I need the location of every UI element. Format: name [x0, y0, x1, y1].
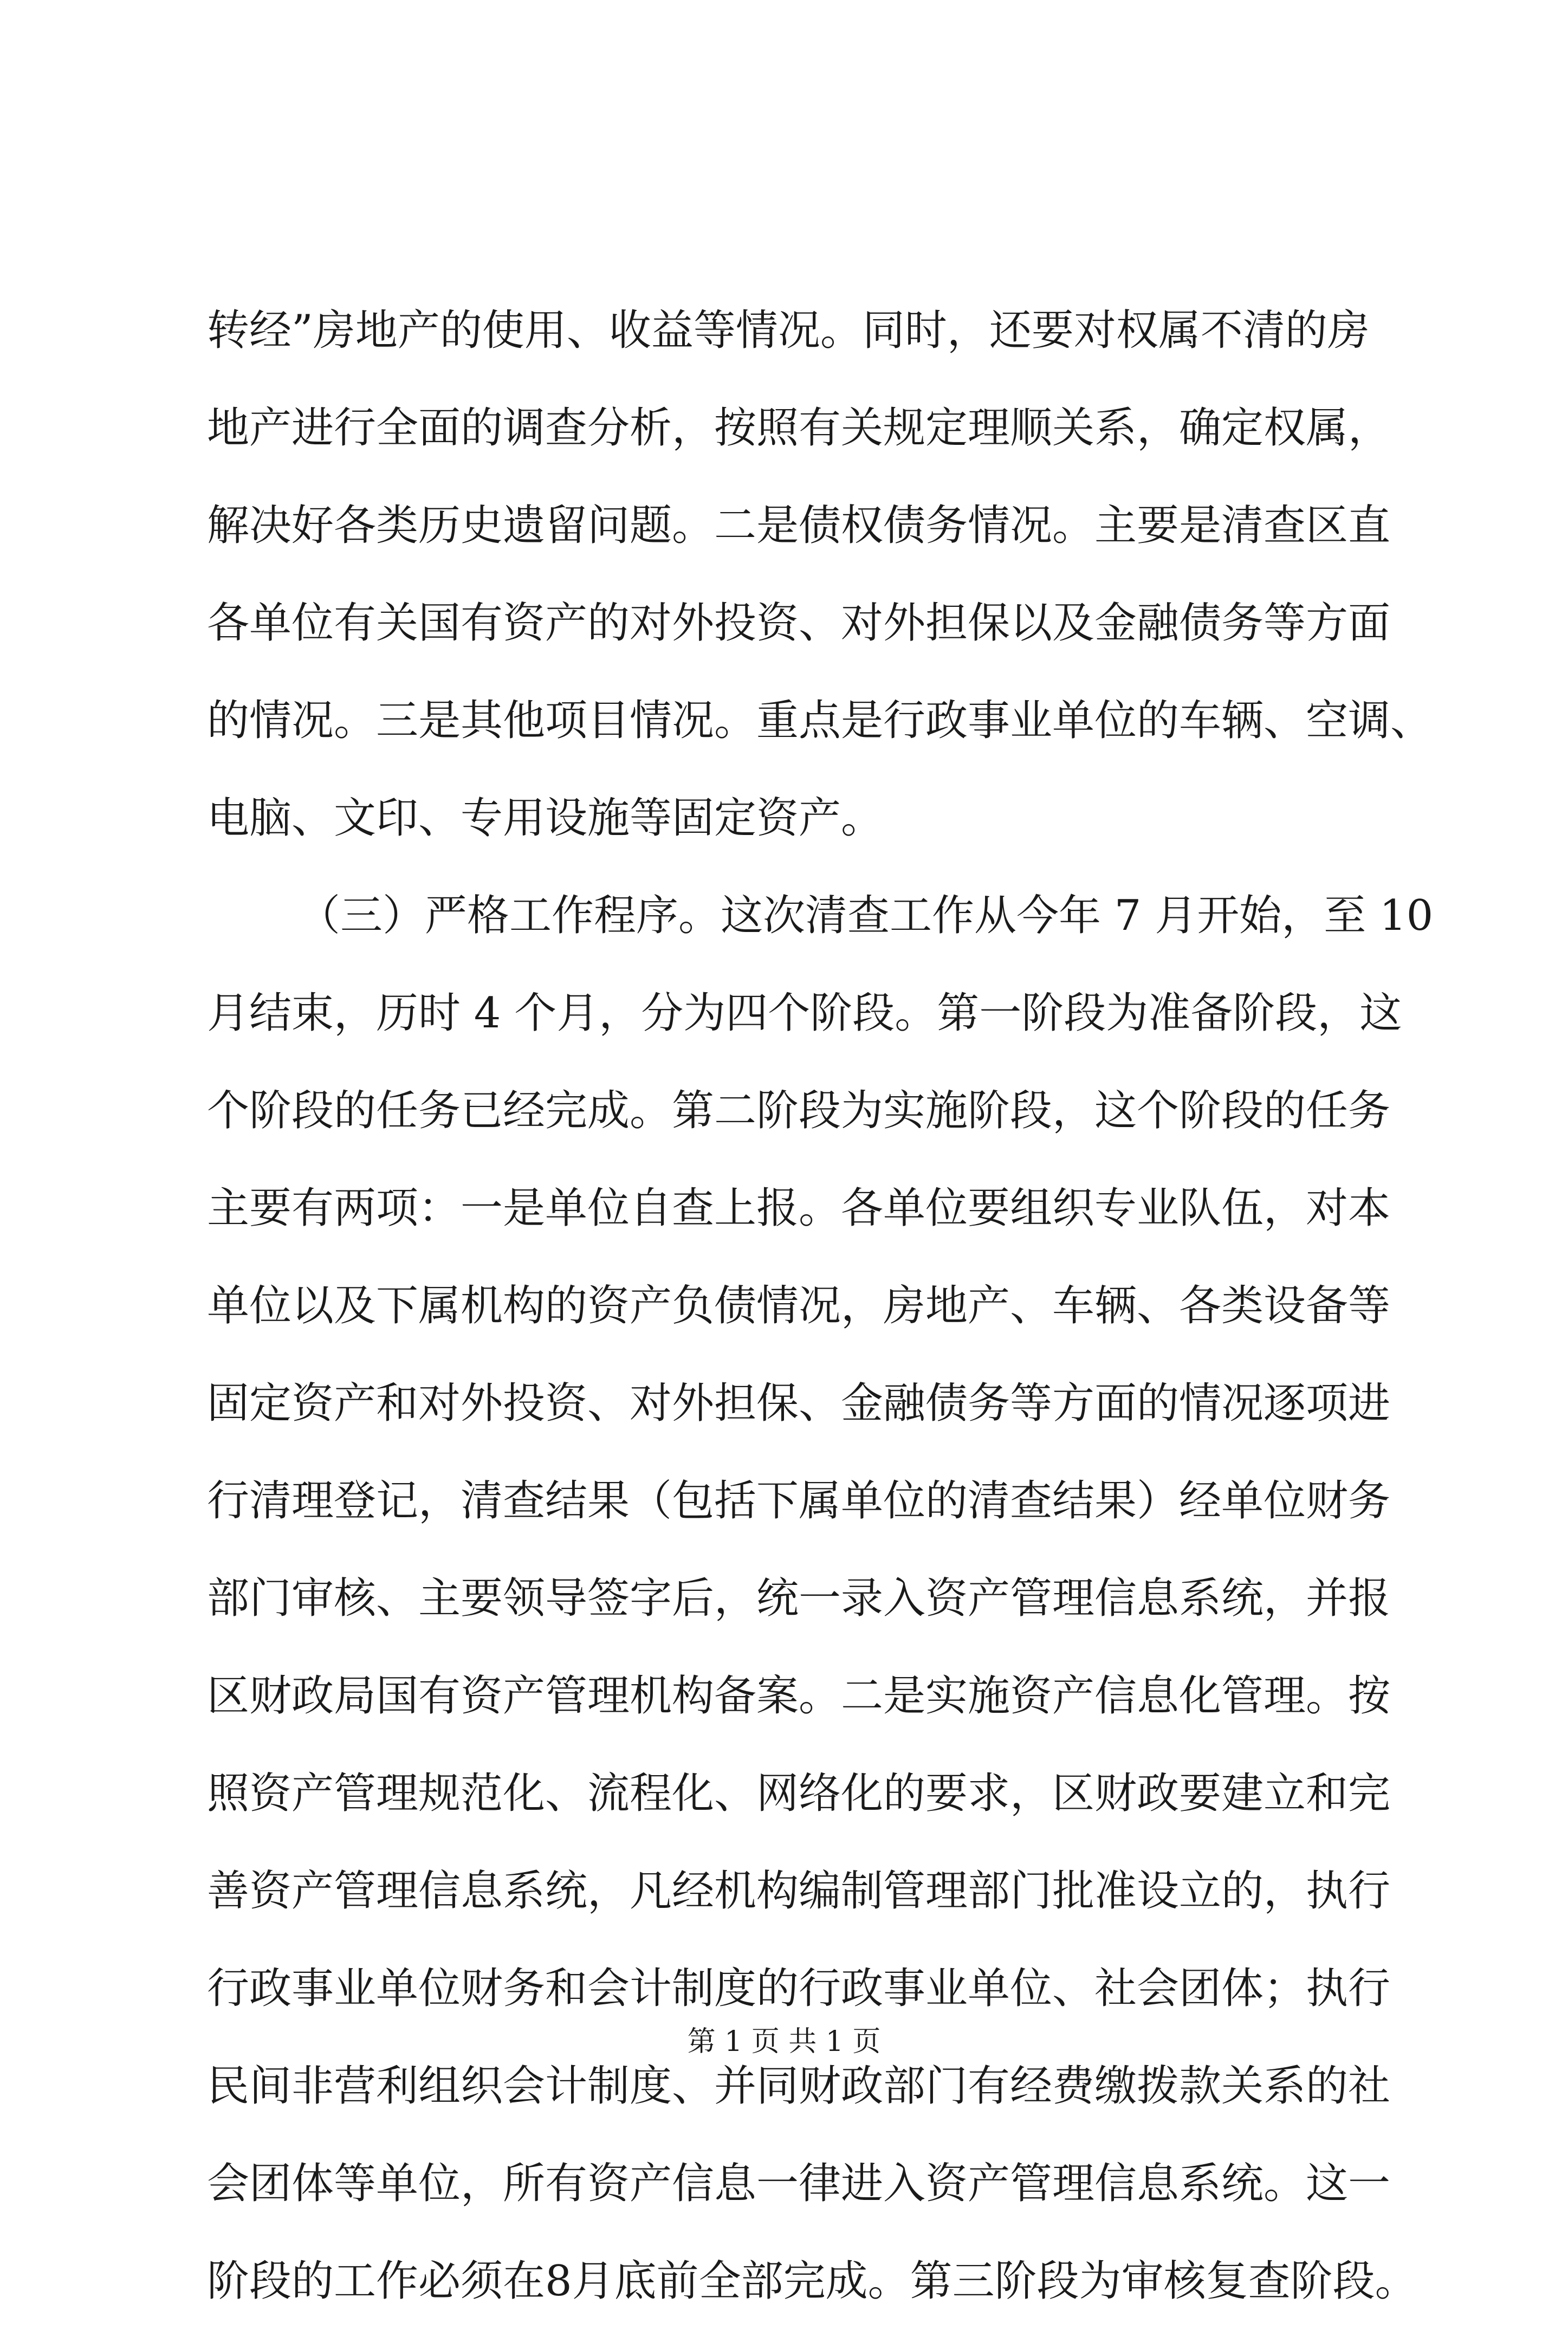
text-line: 区财政局国有资产管理机构备案。二是实施资产信息化管理。按 [207, 1672, 1391, 1720]
text-line: 主要有两项：一是单位自查上报。各单位要组织专业队伍，对本 [207, 1184, 1391, 1233]
text-line: （三）严格工作程序。这次清查工作从今年 7 月开始，至 10 [298, 891, 1434, 940]
text-line: 善资产管理信息系统，凡经机构编制管理部门批准设立的，执行 [207, 1867, 1391, 1915]
text-line: 地产进行全面的调查分析，按照有关规定理顺关系，确定权属， [207, 404, 1391, 452]
text-line: 转经”房地产的使用、收益等情况。同时，还要对权属不清的房 [207, 306, 1370, 355]
text-line: 照资产管理规范化、流程化、网络化的要求，区财政要建立和完 [207, 1769, 1391, 1818]
text-line: 部门审核、主要领导签字后，统一录入资产管理信息系统，并报 [207, 1574, 1391, 1623]
text-line: 电脑、文印、专用设施等固定资产。 [207, 794, 884, 843]
page-number: 第 1 页 共 1 页 [687, 2025, 881, 2058]
text-line: 各单位有关国有资产的对外投资、对外担保以及金融债务等方面 [207, 599, 1391, 648]
text-line: 行清理登记，清查结果（包括下属单位的清查结果）经单位财务 [207, 1477, 1391, 1525]
text-line: 解决好各类历史遗留问题。二是债权债务情况。主要是清查区直 [207, 501, 1391, 550]
text-line: 阶段的工作必须在8月底前全部完成。第三阶段为审核复查阶段。 [207, 2257, 1417, 2306]
text-line: 行政事业单位财务和会计制度的行政事业单位、社会团体；执行 [207, 1964, 1391, 2013]
text-line: 单位以及下属机构的资产负债情况，房地产、车辆、各类设备等 [207, 1282, 1391, 1330]
text-line: 固定资产和对外投资、对外担保、金融债务等方面的情况逐项进 [207, 1379, 1391, 1428]
page-footer [0, 2020, 1568, 2063]
text-line: 会团体等单位，所有资产信息一律进入资产管理信息系统。这一 [207, 2159, 1391, 2208]
text-line: 月结束，历时 4 个月，分为四个阶段。第一阶段为准备阶段，这 [207, 989, 1402, 1038]
text-line: 的情况。三是其他项目情况。重点是行政事业单位的车辆、空调、 [207, 696, 1433, 745]
text-line: 个阶段的任务已经完成。第二阶段为实施阶段，这个阶段的任务 [207, 1086, 1391, 1135]
text-line: 民间非营利组织会计制度、并同财政部门有经费缴拨款关系的社 [207, 2062, 1391, 2111]
